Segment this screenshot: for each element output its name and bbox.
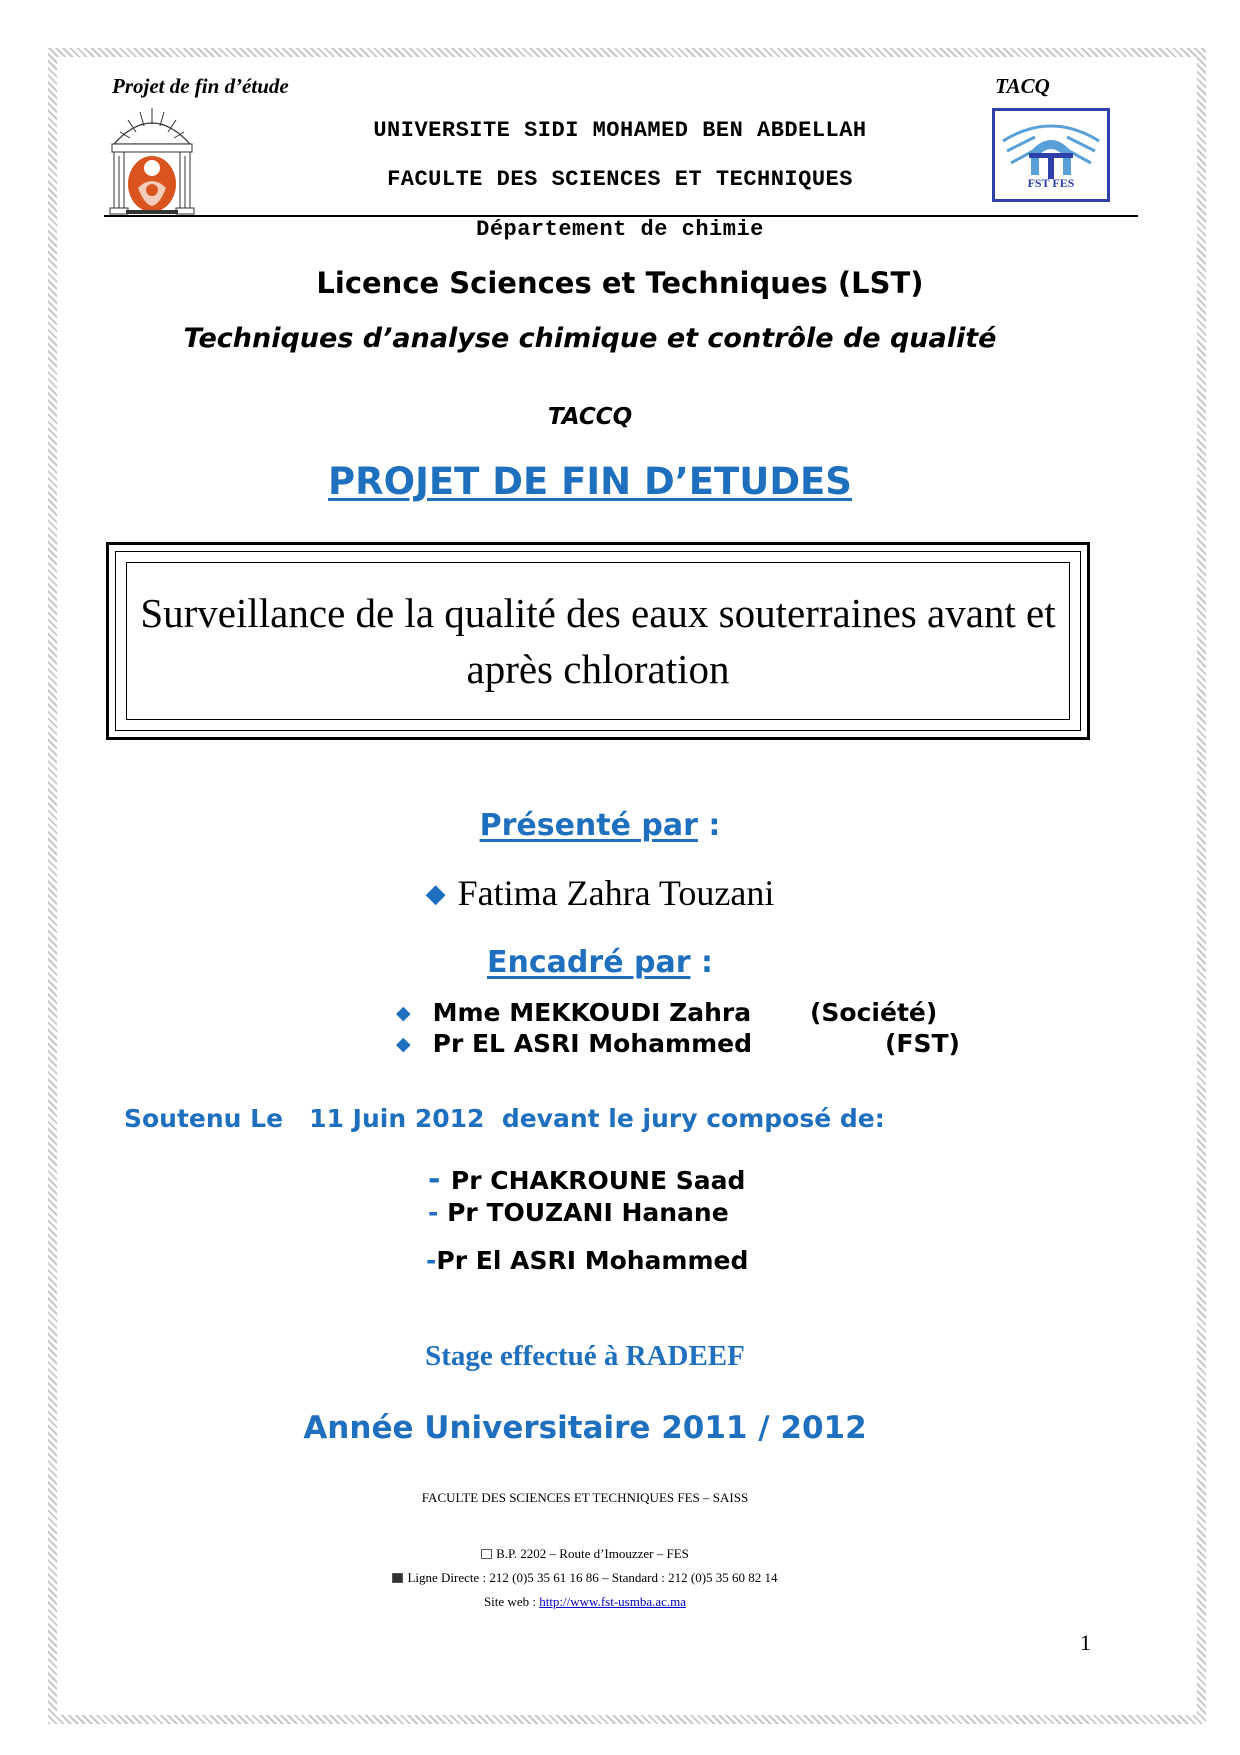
fst-fes-logo — [992, 108, 1110, 202]
academic-year: Année Universitaire 2011 / 2012 — [303, 1410, 867, 1446]
presented-by-heading — [0, 808, 1200, 843]
student-line — [0, 872, 1200, 914]
header-right-label: TACQ — [995, 74, 1050, 98]
footer-institution: FACULTE DES SCIENCES ET TECHNIQUES FES – SAISS — [421, 1490, 749, 1505]
faculty-name: FACULTE DES SCIENCES ET TECHNIQUES — [387, 167, 853, 192]
footer-phone-line — [0, 1570, 1170, 1586]
diamond-bullet-icon: ◆ — [396, 1002, 411, 1024]
supervisor-name: Mme MEKKOUDI Zahra — [432, 998, 752, 1027]
diamond-bullet-icon: ◆ — [396, 1033, 411, 1055]
footer-website-label: Site web : — [483, 1594, 540, 1609]
footer-address-line — [0, 1546, 1170, 1562]
track-abbreviation: TACCQ — [547, 404, 633, 430]
header-left-label: Projet de fin d’étude — [112, 74, 289, 98]
internship-location: Stage effectué à RADEEF — [425, 1340, 745, 1372]
footer-address: B.P. 2202 – Route d’Imouzzer – FES — [496, 1546, 689, 1561]
supervisor-row — [396, 998, 938, 1027]
jury-member — [426, 1246, 748, 1275]
jury-member-name: Pr CHAKROUNE Saad — [450, 1166, 746, 1195]
university-name: UNIVERSITE SIDI MOHAMED BEN ABDELLAH — [373, 118, 867, 143]
project-title-line-2: après chloration — [466, 646, 730, 692]
supervised-by-label: Encadré par — [487, 945, 691, 980]
supervisor-organization: (FST) — [885, 1029, 960, 1058]
jury-dash: - — [428, 1162, 451, 1197]
supervisor-name: Pr EL ASRI Mohammed — [432, 1029, 752, 1058]
title-frame-inner — [115, 551, 1081, 731]
presented-by-label: Présenté par — [479, 808, 698, 843]
jury-dash: - — [426, 1246, 437, 1275]
jury-dash: - — [428, 1198, 448, 1227]
supervisor-row — [396, 1029, 960, 1058]
degree-title: Licence Sciences et Techniques (LST) — [316, 266, 924, 300]
phone-icon — [392, 1573, 403, 1583]
jury-member-name: Pr TOUZANI Hanane — [447, 1198, 729, 1227]
footer-phone: Ligne Directe : 212 (0)5 35 61 16 86 – Standard : 212 (0)5 35 60 82 14 — [407, 1570, 778, 1585]
jury-member — [428, 1198, 729, 1227]
document-type-heading: PROJET DE FIN D’ETUDES — [328, 460, 852, 503]
footer-website-line — [0, 1594, 1170, 1610]
project-title-line-1: Surveillance de la qualité des eaux souterraines avant et — [140, 590, 1056, 636]
mail-icon — [481, 1549, 492, 1559]
website-link[interactable]: http://www.fst-usmba.ac.ma — [539, 1594, 687, 1609]
diamond-bullet-icon: ◆ — [425, 879, 446, 908]
title-frame-content — [126, 562, 1070, 720]
supervisor-organization: (Société) — [810, 998, 938, 1027]
student-name: Fatima Zahra Touzani — [457, 873, 775, 913]
department-name: Département de chimie — [476, 217, 764, 242]
defense-statement: Soutenu Le 11 Juin 2012 devant le jury composé de: — [124, 1104, 885, 1133]
jury-member-name: Pr El ASRI Mohammed — [436, 1246, 749, 1275]
project-title — [136, 585, 1059, 697]
page-number: 1 — [1080, 1630, 1091, 1655]
jury-member — [428, 1162, 745, 1197]
fst-logo-text: FST FES — [1027, 176, 1075, 190]
title-frame — [106, 542, 1090, 740]
supervised-by-heading — [0, 945, 1200, 980]
presented-by-colon: : — [697, 808, 721, 843]
track-title: Techniques d’analyse chimique et contrôle de qualité — [183, 323, 997, 354]
supervised-by-colon: : — [690, 945, 713, 980]
